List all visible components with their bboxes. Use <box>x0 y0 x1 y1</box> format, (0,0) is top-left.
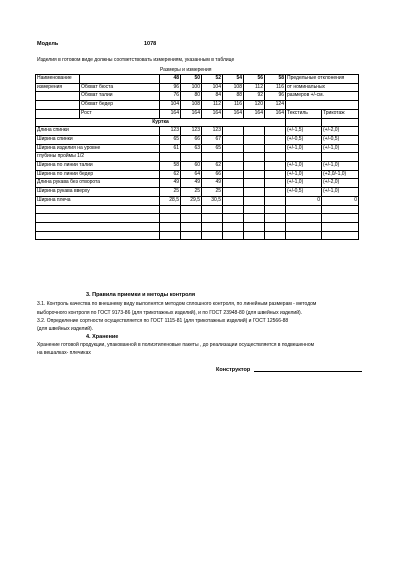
tolerance-textile: (+/-1,5) <box>286 127 322 136</box>
tolerance-textile: (+/-0,5) <box>286 135 322 144</box>
empty-cell <box>265 214 286 223</box>
row-value: 65 <box>202 144 223 153</box>
empty-cell <box>223 205 244 214</box>
measure-value: 84 <box>202 92 223 101</box>
row-value <box>244 162 265 171</box>
empty-cell <box>244 214 265 223</box>
row-value: 63 <box>181 144 202 153</box>
empty-cell <box>160 231 181 240</box>
table-cell <box>322 118 359 127</box>
size-header: 56 <box>244 75 265 84</box>
row-value: 65 <box>160 135 181 144</box>
row-value <box>202 153 223 162</box>
measure-value: 112 <box>202 101 223 110</box>
empty-cell <box>160 205 181 214</box>
row-value <box>223 179 244 188</box>
empty-cell <box>36 205 160 214</box>
row-value <box>223 135 244 144</box>
row-name: Ширина спинки <box>36 135 160 144</box>
measure-value: 164 <box>202 109 223 118</box>
table-row <box>36 144 359 153</box>
body-measure-row <box>36 101 359 110</box>
measurement-table <box>35 74 359 240</box>
empty-row <box>36 222 359 231</box>
empty-row <box>36 231 359 240</box>
table-row <box>36 196 359 205</box>
empty-row <box>36 214 359 223</box>
body-measure-row <box>36 83 359 92</box>
measure-value: 100 <box>181 83 202 92</box>
row-name: Длина спинки <box>36 127 160 136</box>
row-value <box>244 144 265 153</box>
row-name: Ширина плеча <box>36 196 160 205</box>
measure-value: 108 <box>223 83 244 92</box>
row-value <box>244 153 265 162</box>
empty-cell <box>286 214 322 223</box>
table-row <box>36 127 359 136</box>
row-value: 29,5 <box>181 196 202 205</box>
row-value <box>265 135 286 144</box>
measure-value: 92 <box>244 92 265 101</box>
section3-p2-line2: (для швейных изделий). <box>37 326 94 332</box>
row-value: 25 <box>181 188 202 197</box>
empty-cell <box>322 214 359 223</box>
tolerance-title: Предельные отклонения <box>286 75 359 84</box>
tolerance-textile: (+/-1,0) <box>286 170 322 179</box>
row-value: 49 <box>160 179 181 188</box>
empty-cell <box>36 231 160 240</box>
measure-label-cell <box>36 109 80 118</box>
measure-value: 96 <box>160 83 181 92</box>
row-value <box>223 153 244 162</box>
measure-value: 96 <box>265 92 286 101</box>
row-value <box>244 196 265 205</box>
measure-value: 116 <box>265 83 286 92</box>
empty-cell <box>181 231 202 240</box>
row-value: 49 <box>181 179 202 188</box>
section-title: Куртка <box>36 118 286 127</box>
tolerance-textile: (+/-1,0) <box>286 144 322 153</box>
row-value: 64 <box>181 170 202 179</box>
model-number: 1078 <box>144 41 157 47</box>
empty-cell <box>181 214 202 223</box>
empty-cell <box>322 231 359 240</box>
empty-cell <box>223 222 244 231</box>
measure-label-cell <box>36 92 80 101</box>
empty-cell <box>36 214 160 223</box>
empty-cell <box>202 205 223 214</box>
measure-value: 124 <box>265 101 286 110</box>
empty-cell <box>244 231 265 240</box>
empty-cell <box>160 222 181 231</box>
empty-cell <box>181 222 202 231</box>
tolerance-knit: (+/-2,0) <box>322 127 359 136</box>
row-value <box>223 127 244 136</box>
measure-value: 104 <box>202 83 223 92</box>
tolerance-knit: (+/-1,0) <box>322 144 359 153</box>
row-name: Ширина изделия на уровне <box>36 144 160 153</box>
tolerance-textile: 0 <box>286 196 322 205</box>
tolerance-textile: (+/-1,0) <box>286 179 322 188</box>
size-header: 54 <box>223 75 244 84</box>
row-value <box>223 196 244 205</box>
row-value <box>223 170 244 179</box>
empty-cell <box>202 214 223 223</box>
row-value <box>244 179 265 188</box>
empty-cell <box>223 231 244 240</box>
table-row <box>36 162 359 171</box>
row-value: 123 <box>181 127 202 136</box>
row-value: 123 <box>160 127 181 136</box>
measure-label-cell <box>36 101 80 110</box>
tolerance-knit: (+/-0,5) <box>322 135 359 144</box>
table-caption: Размеры и измерения <box>160 67 212 73</box>
tolerance-knit: (+/-1,0) <box>322 188 359 197</box>
section3-p1-line1: 3.1. Контроль качества по внешнему виду выполнятся методом сплошного контроля, по линейным размерам - методом <box>37 301 317 307</box>
body-measure-row <box>36 92 359 101</box>
tolerance-knit: 0 <box>322 196 359 205</box>
row-name: Ширина по линии бедер <box>36 170 160 179</box>
textile-header: Текстиль <box>286 109 322 118</box>
row-name: Длина рукава без отворота <box>36 179 160 188</box>
empty-cell <box>223 214 244 223</box>
section3-p2-line1: 3.2. Определение сортности осуществляется по ГОСТ 1115-81 (для трикотажных изделий) и ГОСТ 12566-88 <box>37 318 289 324</box>
empty-cell <box>181 205 202 214</box>
tolerance-knit: (+/-1,0) <box>322 162 359 171</box>
empty-cell <box>286 231 322 240</box>
measure-value: 104 <box>160 101 181 110</box>
tolerance-knit <box>322 153 359 162</box>
measure-name: Обхват талии <box>80 92 160 101</box>
tolerance-textile: (+/-1,0) <box>286 162 322 171</box>
row-value: 62 <box>160 170 181 179</box>
row-value: 60 <box>181 162 202 171</box>
empty-cell <box>286 205 322 214</box>
section3-title: 3. Правила приемки и методы контроля <box>86 292 196 298</box>
row-value <box>265 196 286 205</box>
section3-p1-line2: выборочного контроля по ГОСТ 9173-86 (для трикотажных изделий), и по ГОСТ 23948-80 (для швейных изделий). <box>37 310 303 316</box>
col-title: Наименование <box>36 75 80 84</box>
table-header-row <box>36 75 359 84</box>
tolerance-textile <box>286 153 322 162</box>
row-value <box>181 153 202 162</box>
table-row <box>36 179 359 188</box>
row-value: 66 <box>181 135 202 144</box>
empty-cell <box>322 205 359 214</box>
tolerance-knit: (+2,0/-1,0) <box>322 170 359 179</box>
row-value <box>223 162 244 171</box>
row-value <box>244 170 265 179</box>
row-name: глубины проймы 1/2 <box>36 153 160 162</box>
table-row <box>36 153 359 162</box>
measure-value: 112 <box>244 83 265 92</box>
row-value: 49 <box>202 179 223 188</box>
row-value: 25 <box>202 188 223 197</box>
row-value: 25 <box>160 188 181 197</box>
signature-line <box>254 371 362 372</box>
intro-text: Изделия в готовом виде должны соответствовать измерениям, указанным в таблице <box>37 57 235 63</box>
row-value <box>244 127 265 136</box>
section4-line2: на вешалках- плечиках <box>37 350 91 356</box>
measure-label-cell: измерения <box>36 83 80 92</box>
row-value <box>265 144 286 153</box>
knit-header: Трикотаж <box>322 109 359 118</box>
empty-cell <box>202 231 223 240</box>
measure-name: Рост <box>80 109 160 118</box>
size-header: 52 <box>202 75 223 84</box>
measure-value: 88 <box>223 92 244 101</box>
empty-cell <box>244 222 265 231</box>
measure-name: Обхват бедер <box>80 101 160 110</box>
row-value: 66 <box>202 170 223 179</box>
section-row <box>36 118 359 127</box>
table-row <box>36 188 359 197</box>
tolerance-note: от номинальных <box>286 83 359 92</box>
table-row <box>36 135 359 144</box>
row-value <box>265 179 286 188</box>
section4-title: 4. Хранение <box>86 334 119 340</box>
tolerance-note <box>286 101 359 110</box>
size-header: 50 <box>181 75 202 84</box>
measure-value: 120 <box>244 101 265 110</box>
table-row <box>36 170 359 179</box>
row-value: 61 <box>160 144 181 153</box>
measure-name: Обхват бюста <box>80 83 160 92</box>
tolerance-textile: (+/-0,5) <box>286 188 322 197</box>
row-value <box>223 188 244 197</box>
row-value: 28,5 <box>160 196 181 205</box>
size-header: 48 <box>160 75 181 84</box>
row-value <box>265 188 286 197</box>
empty-cell <box>202 222 223 231</box>
row-value <box>265 153 286 162</box>
row-value <box>265 162 286 171</box>
row-name: Ширина по линии талии <box>36 162 160 171</box>
measure-value: 164 <box>181 109 202 118</box>
model-label: Модель <box>37 41 59 47</box>
measure-value: 164 <box>244 109 265 118</box>
measure-value: 116 <box>223 101 244 110</box>
row-value: 58 <box>160 162 181 171</box>
row-value: 30,5 <box>202 196 223 205</box>
row-name: Ширина рукава вверху <box>36 188 160 197</box>
empty-cell <box>265 222 286 231</box>
row-value: 67 <box>202 135 223 144</box>
row-value <box>265 170 286 179</box>
size-header: 58 <box>265 75 286 84</box>
empty-cell <box>36 222 160 231</box>
row-value <box>265 127 286 136</box>
row-value: 123 <box>202 127 223 136</box>
table-cell <box>286 118 322 127</box>
row-value <box>244 135 265 144</box>
empty-row <box>36 205 359 214</box>
empty-cell <box>322 222 359 231</box>
tolerance-note: размеров +/-см. <box>286 92 359 101</box>
tolerance-knit: (+/-2,0) <box>322 179 359 188</box>
empty-cell <box>160 214 181 223</box>
measure-value: 80 <box>181 92 202 101</box>
empty-cell <box>265 205 286 214</box>
measure-value: 108 <box>181 101 202 110</box>
empty-cell <box>244 205 265 214</box>
measure-value: 76 <box>160 92 181 101</box>
row-value <box>160 153 181 162</box>
empty-cell <box>286 222 322 231</box>
measure-value: 164 <box>265 109 286 118</box>
section4-line1: Хранение готовой продукции, упакованной в полиэтиленовые пакеты , до реализации осуществляется в подвешенном <box>37 342 315 348</box>
empty-cell <box>265 231 286 240</box>
measure-value: 164 <box>160 109 181 118</box>
row-value <box>223 144 244 153</box>
body-measure-row <box>36 109 359 118</box>
row-value <box>244 188 265 197</box>
signature-label: Конструктор <box>216 367 251 373</box>
row-value: 62 <box>202 162 223 171</box>
measure-value: 164 <box>223 109 244 118</box>
